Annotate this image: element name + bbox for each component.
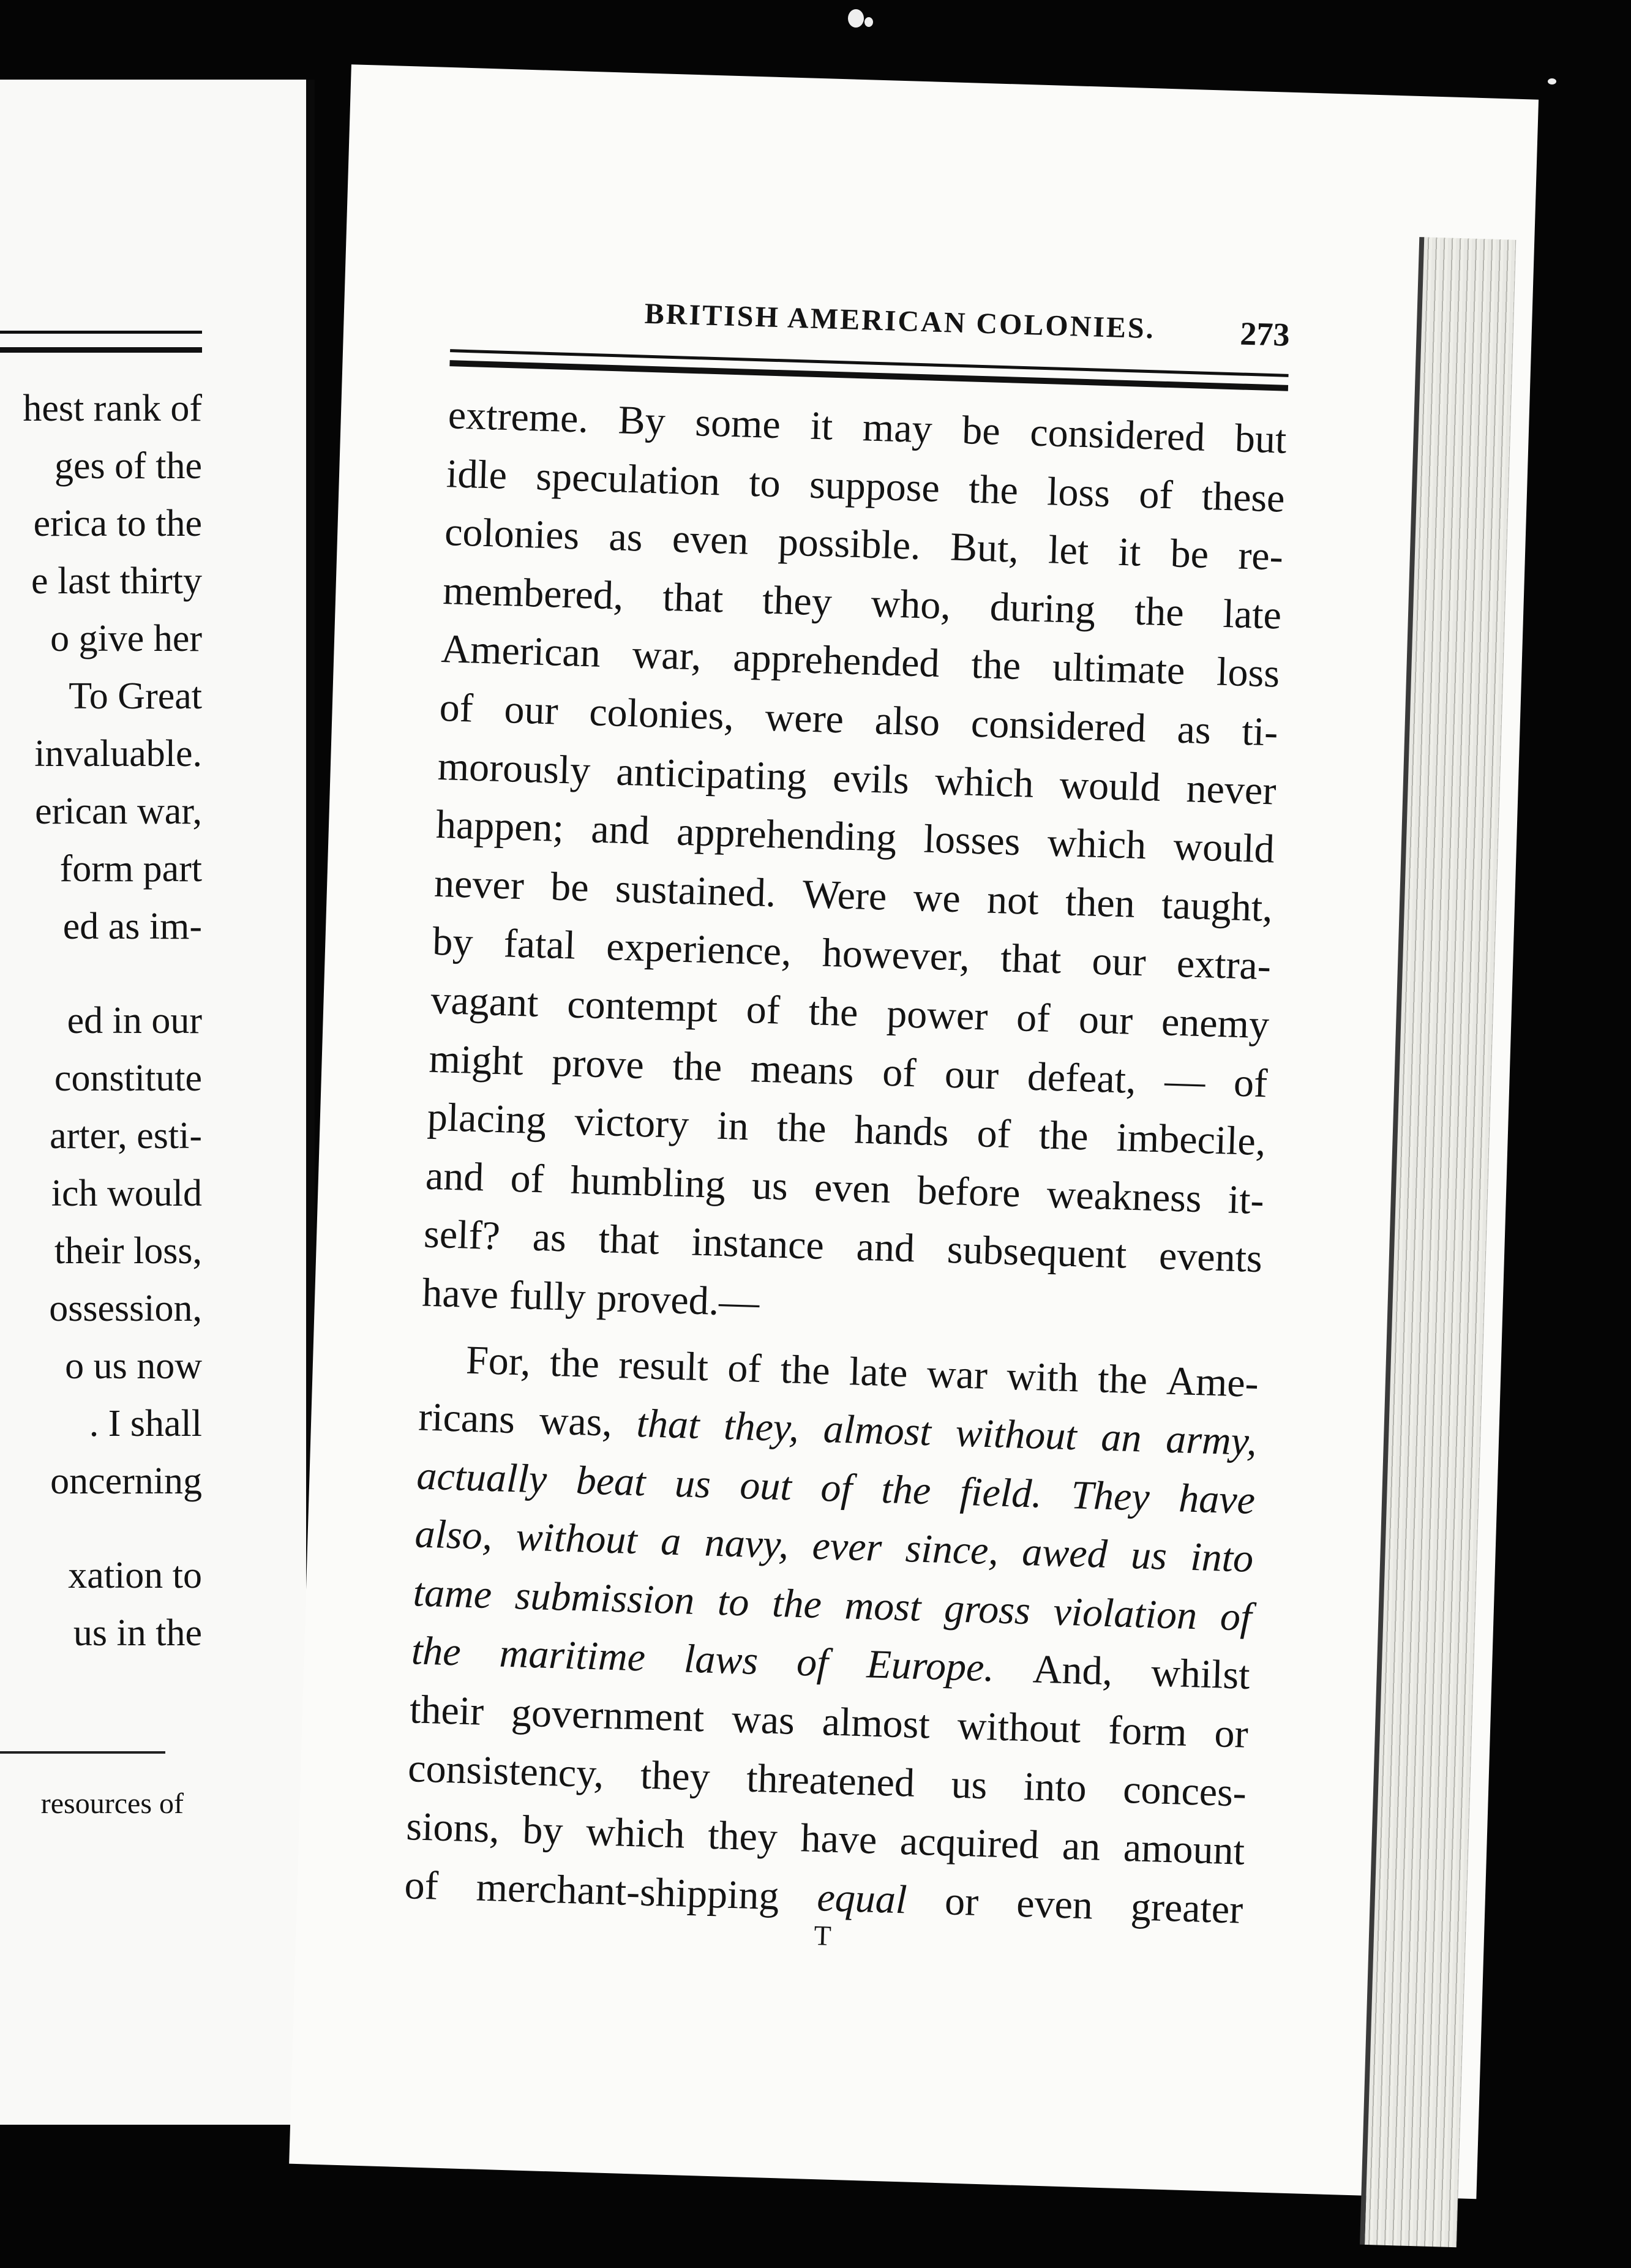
word: amount [1122, 1825, 1245, 1874]
left-footnote: resources of [40, 1787, 184, 1820]
word: army, [1165, 1416, 1258, 1465]
word: be [550, 864, 590, 911]
word: they [640, 1752, 711, 1800]
word: extra- [1175, 941, 1272, 989]
word: events [1158, 1233, 1263, 1282]
word: re- [1237, 533, 1284, 579]
word: maritime [498, 1631, 647, 1681]
word: the [968, 467, 1019, 513]
word: these [1201, 473, 1286, 521]
word: Ame- [1166, 1358, 1259, 1406]
word: navy, [703, 1520, 790, 1568]
word: merchant-shipping [475, 1864, 780, 1919]
word: we [912, 874, 961, 922]
word: to [717, 1579, 750, 1625]
word: and [425, 1153, 485, 1200]
word: beat [575, 1457, 647, 1505]
word: would [1059, 762, 1161, 810]
word: of [745, 986, 781, 1033]
word: of [438, 685, 474, 731]
word: the [411, 1628, 462, 1675]
word: late [849, 1348, 909, 1395]
word: into [1022, 1763, 1087, 1811]
scan-speck [1548, 78, 1556, 84]
word: never [1185, 765, 1277, 814]
page-fore-edge [1360, 237, 1516, 2247]
word: would [1172, 824, 1275, 872]
word: of [509, 1155, 545, 1202]
word: let [1048, 527, 1090, 574]
word: even [814, 1165, 891, 1212]
left-page-text [0, 380, 202, 1662]
word: tame [412, 1570, 493, 1617]
word: consistency, [407, 1745, 605, 1797]
word: without [515, 1514, 638, 1563]
word: it [1117, 529, 1142, 575]
word: may [861, 405, 933, 452]
word: violation [1052, 1589, 1198, 1639]
word: or [944, 1879, 980, 1924]
left-text-line: erica to the [33, 503, 202, 544]
left-text-line: form part [59, 848, 202, 890]
left-text-line: erican war, [35, 790, 202, 832]
word: acquired [899, 1819, 1040, 1868]
word: imbecile, [1115, 1115, 1267, 1165]
word: possible. [777, 519, 921, 569]
word: that [598, 1217, 660, 1264]
left-text-line: ges of the [54, 445, 202, 487]
word: also [874, 698, 941, 745]
word: whilst [1150, 1650, 1251, 1699]
word: result [618, 1342, 710, 1389]
word: our [944, 1051, 1000, 1098]
word: gross [943, 1585, 1031, 1634]
word: speculation [535, 454, 721, 504]
word: defeat, [1026, 1054, 1137, 1102]
word: the [970, 642, 1022, 689]
word: ever [811, 1523, 883, 1571]
word: experience, [606, 924, 792, 975]
word: They [1070, 1472, 1150, 1520]
word: ultimate [1052, 644, 1186, 694]
word: never [433, 860, 525, 908]
word: hands [853, 1107, 950, 1155]
word: the [1097, 1356, 1148, 1403]
word: self? [423, 1211, 501, 1259]
left-text-line: constitute [54, 1057, 202, 1099]
left-text-line: invaluable. [34, 733, 202, 775]
word: that [636, 1401, 700, 1448]
left-text-line: ich would [51, 1173, 202, 1214]
word: were [764, 694, 845, 742]
word: suppose [809, 462, 940, 511]
word: our [1078, 997, 1134, 1043]
word: in [716, 1103, 749, 1149]
word: out [739, 1462, 792, 1509]
word: American [440, 626, 601, 677]
word: war [926, 1351, 988, 1398]
word: the [780, 1346, 831, 1393]
word: not [986, 877, 1040, 923]
word: be [961, 408, 1001, 454]
left-text-line: arter, esti- [50, 1115, 202, 1157]
word: they [707, 1813, 779, 1860]
word: who, [870, 580, 952, 628]
left-text-line: ed as im- [62, 906, 202, 947]
word: us [950, 1762, 988, 1808]
word: threatened [746, 1755, 916, 1806]
word: then [1065, 879, 1136, 926]
word: or [1213, 1711, 1249, 1757]
word: they [762, 577, 833, 625]
left-header-rule [0, 331, 202, 353]
word: of [727, 1345, 762, 1391]
word: morously [437, 743, 591, 793]
word: awed [1021, 1530, 1108, 1577]
word: the [771, 1580, 822, 1627]
word: happen; [435, 802, 565, 851]
left-text-line: o us now [65, 1345, 202, 1387]
word: colonies [444, 509, 580, 558]
word: sustained. [615, 866, 777, 916]
word: But, [950, 524, 1019, 572]
word: colonies, [588, 689, 735, 739]
word: Were [801, 871, 888, 919]
word: of [796, 1640, 829, 1686]
word: war, [631, 632, 702, 679]
word: have [800, 1816, 878, 1863]
word: by [432, 919, 474, 966]
word: membered, [442, 568, 624, 618]
left-text-line: To Great [69, 675, 202, 717]
word: have [1178, 1476, 1256, 1523]
word: before [916, 1168, 1021, 1216]
word: as [608, 514, 643, 560]
left-text-line: hest rank of [23, 388, 202, 429]
scan-speck [864, 17, 873, 27]
word: ti- [1241, 708, 1279, 755]
word: proved.— [596, 1275, 760, 1325]
word: be [1169, 531, 1210, 577]
word: field. [959, 1469, 1043, 1517]
left-text-line [0, 955, 202, 992]
word: even [1016, 1880, 1093, 1928]
word: laws [683, 1636, 759, 1684]
word: it [809, 403, 834, 449]
word: our [503, 687, 559, 734]
word: and [855, 1224, 916, 1271]
left-text-line: ossession, [49, 1288, 202, 1329]
word: of [403, 1862, 439, 1909]
word: losses [923, 816, 1021, 865]
word: weakness [1046, 1171, 1202, 1221]
word: greater [1130, 1884, 1244, 1932]
left-text-line [0, 1510, 202, 1547]
word: most [844, 1583, 922, 1630]
word: fatal [503, 921, 577, 969]
body-text [403, 386, 1287, 1939]
word: some [694, 400, 781, 448]
word: as [1176, 707, 1212, 753]
word: have [421, 1270, 500, 1318]
word: loss [1046, 468, 1111, 516]
word: the [776, 1105, 827, 1152]
word: fully [508, 1272, 587, 1320]
scan-speck [848, 9, 864, 28]
word: was, [538, 1398, 613, 1445]
word: the [1134, 588, 1185, 635]
left-text-line: xation to [68, 1555, 202, 1596]
word: us [674, 1460, 711, 1507]
word: of [1219, 1594, 1253, 1640]
word: without [954, 1410, 1078, 1459]
word: was [731, 1696, 795, 1743]
word: a [660, 1519, 682, 1564]
word: into [1190, 1534, 1254, 1582]
word: but [1234, 416, 1288, 462]
word: idle [446, 451, 508, 498]
left-text-line: e last thirty [31, 560, 202, 602]
word: the [880, 1466, 932, 1513]
word: that [1000, 936, 1062, 983]
word: it- [1227, 1177, 1265, 1223]
word: of [976, 1111, 1011, 1157]
left-text-line: oncerning [50, 1460, 202, 1502]
left-footnote-rule [0, 1751, 165, 1754]
word: evils [832, 755, 910, 803]
page-number: 273 [1239, 315, 1291, 353]
word: their [409, 1687, 485, 1734]
word: considered [1029, 410, 1206, 460]
word: almost [822, 1406, 932, 1455]
word: And, [1032, 1647, 1114, 1694]
word: even [671, 516, 749, 563]
word: For, [465, 1337, 531, 1384]
left-text-line: ed in our [67, 1000, 202, 1042]
word: sions, [405, 1804, 500, 1852]
word: considered [970, 700, 1147, 751]
word: since, [904, 1526, 999, 1574]
word: almost [821, 1699, 931, 1748]
left-text-line: o give her [50, 618, 202, 659]
word: late [1222, 591, 1282, 638]
word: government [511, 1690, 705, 1741]
word: conces- [1122, 1767, 1247, 1816]
word: the [808, 988, 859, 1035]
word: vagant [430, 977, 539, 1026]
word: ricans [418, 1394, 516, 1443]
page-273 [289, 64, 1539, 2199]
word: means [749, 1045, 855, 1094]
word: enemy [1161, 999, 1270, 1048]
word: with [1006, 1353, 1079, 1400]
left-text-line: . I shall [89, 1403, 202, 1444]
word: anticipating [615, 749, 808, 800]
word: taught, [1161, 882, 1273, 931]
word: which [934, 758, 1035, 806]
word: apprehended [732, 635, 940, 686]
word: subsequent [946, 1227, 1128, 1277]
word: as [531, 1215, 567, 1261]
word: contempt [566, 982, 719, 1031]
word: and [590, 806, 650, 854]
left-text-line: their loss, [54, 1230, 202, 1272]
left-facing-page [0, 80, 315, 2125]
word: of [820, 1465, 853, 1511]
word: which [1046, 820, 1147, 868]
word: submission [514, 1573, 696, 1623]
word: actually [416, 1453, 548, 1502]
word: also, [414, 1511, 493, 1559]
word: power [886, 991, 989, 1039]
word: without [956, 1703, 1082, 1752]
word: apprehending [676, 809, 898, 861]
left-text-line: us in the [73, 1612, 202, 1654]
word: of [1138, 471, 1174, 517]
word: the [1038, 1113, 1089, 1159]
word: of [1016, 995, 1051, 1041]
word: humbling [569, 1157, 726, 1207]
word: — [1164, 1057, 1206, 1104]
signature-mark: T [813, 1919, 832, 1951]
word: by [522, 1808, 564, 1853]
word: loss [1216, 649, 1281, 696]
word: they, [723, 1403, 800, 1451]
running-title: BRITISH AMERICAN COLONIES. [644, 297, 1156, 345]
word: Europe. [866, 1642, 995, 1691]
word: victory [574, 1098, 690, 1147]
word: the [672, 1043, 723, 1090]
word: an [1061, 1823, 1101, 1869]
word: however, [821, 931, 971, 980]
word: during [989, 584, 1097, 633]
word: which [585, 1809, 686, 1857]
word: of [882, 1050, 917, 1095]
word: By [617, 397, 666, 444]
word: an [1100, 1414, 1142, 1461]
word: equal [816, 1874, 908, 1923]
word: us [1130, 1533, 1168, 1579]
word: placing [426, 1094, 547, 1143]
word: might [428, 1036, 524, 1084]
word: of [1233, 1060, 1269, 1106]
word: that [662, 574, 724, 621]
word: form [1108, 1708, 1188, 1755]
word: us [751, 1163, 789, 1209]
word: prove [551, 1040, 645, 1087]
word: to [748, 460, 781, 506]
word: the [549, 1340, 600, 1386]
word: our [1091, 939, 1147, 985]
word: instance [691, 1219, 825, 1269]
word: extreme. [447, 392, 590, 441]
